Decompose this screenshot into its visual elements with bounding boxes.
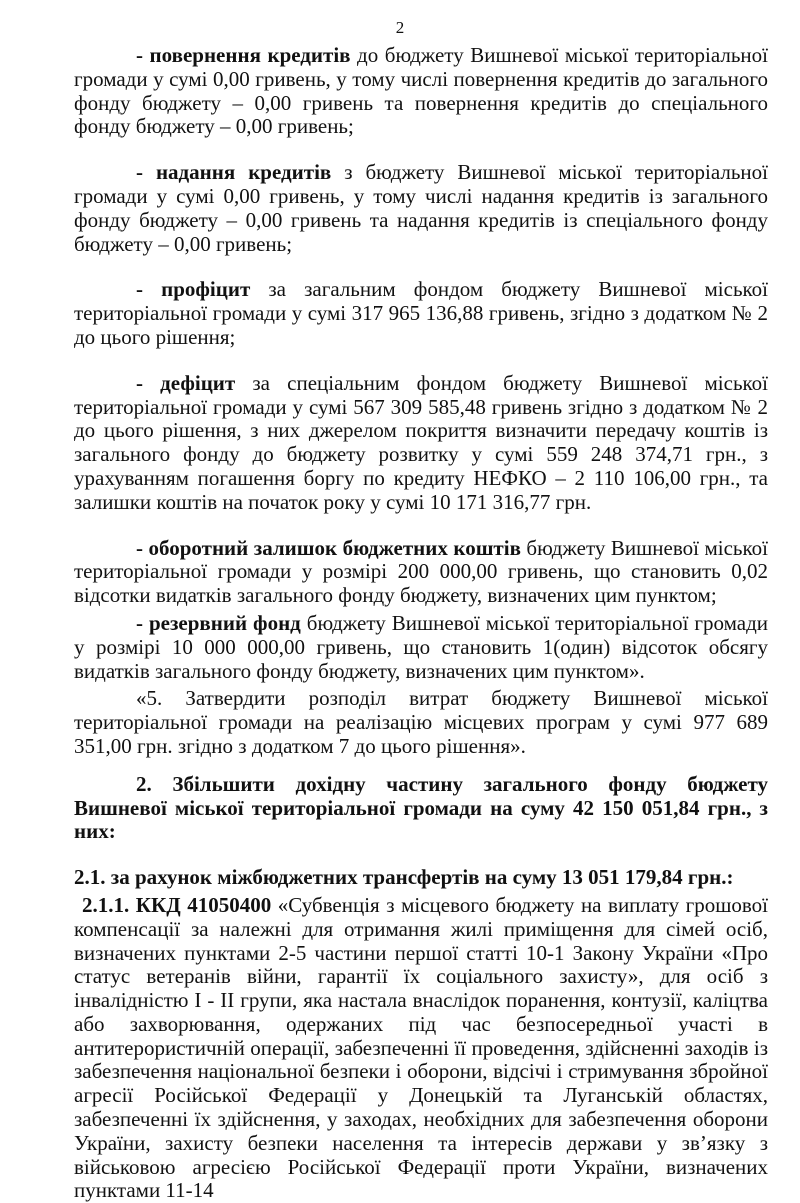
paragraph-working-balance bbox=[74, 537, 768, 608]
paragraph-loan-provision bbox=[74, 161, 768, 256]
paragraph-text: за загальним фондом бюджету Вишневої міської територіальної громади у сумі 317 965 136,88 гривень, згідно з додатком № 2 до цього рішення; bbox=[74, 277, 768, 349]
paragraph-item-2: 2. Збільшити дохідну частину загального фонду бюджету Вишневої міської територіальної громади на суму 42 150 051,84 грн., з них: bbox=[74, 771, 768, 844]
keyword: 2.1.1. ККД 41050400 bbox=[82, 892, 272, 917]
paragraph-item-5: «5. Затвердити розподіл витрат бюджету Вишневої міської територіальної громади на реалізацію місцевих програм у сумі 977 689 351,00 грн. згідно з додатком 7 до цього рішення». bbox=[74, 686, 768, 758]
keyword: - надання кредитів bbox=[136, 160, 332, 185]
paragraph-surplus bbox=[74, 278, 768, 349]
paragraph-text: «Субвенція з місцевого бюджету на виплату грошової компенсації за належні для отримання жилі приміщення для сімей осіб, визначених пунктами 2-5 частини першої статті 10-1 Закону України «Про статус ветеранів війни, гарантії їх соціального захисту», для осіб з інвалідністю I - II групи, яка настала внаслідок поранення, контузії, каліцтва або захворювання, одержаних під час безпосередньої участі в антитерористичній операції, забезпеченні її проведення, здійсненні заходів із забезпечення національної безпеки і оборони, відсічі і стримування збройної агресії Російської Федерації у Донецькій та Луганській областях, забезпеченні їх здійснення, у заходах, необхідних для забезпечення оборони України, захисту безпеки населення та інтересів держави у зв’язку з військовою агресією Російської Федерації проти України, визначених пунктами 11-14 bbox=[74, 892, 768, 1203]
paragraph-text: з бюджету Вишневої міської територіальної громади у сумі 0,00 гривень, у тому числі надання кредитів із загального фонду бюджету – 0,00 гривень та надання кредитів із спеціального фонду бюджету – 0,00 гривень; bbox=[74, 160, 769, 256]
section-2-1-1 bbox=[74, 894, 768, 1203]
paragraph-text: до бюджету Вишневої міської територіальної громади у сумі 0,00 гривень, у тому числі повернення кредитів до загального фонду бюджету – 0,00 гривень та повернення кредитів до спеціального фонду бюджету – 0,00 гривень; bbox=[74, 43, 768, 139]
paragraph-text: бюджету Вишневої міської територіальної громади у розмірі 200 000,00 гривень, що становить 0,02 відсотки видатків загального фонду бюджету, визначених цим пунктом; bbox=[74, 535, 768, 608]
keyword: - резервний фонд bbox=[136, 610, 301, 635]
paragraph-deficit bbox=[74, 372, 768, 515]
keyword: - оборотний залишок бюджетних коштів bbox=[136, 535, 521, 560]
page-number: 2 bbox=[395, 18, 405, 37]
keyword: - дефіцит bbox=[136, 370, 236, 395]
paragraph-text: за спеціальним фондом бюджету Вишневої міської територіальної громади у сумі 567 309 585,48 гривень згідно з додатком № 2 до цього рішення, з них джерелом покриття визначити передачу коштів із загального фонду до бюджету розвитку у сумі 559 248 374,71 грн., з урахуванням погашення боргу по кредиту НЕФКО – 2 110 106,00 грн., та залишки коштів на початок року у сумі 10 171 316,77 грн. bbox=[74, 370, 768, 514]
paragraph-text: бюджету Вишневої міської територіальної громади у розмірі 10 000 000,00 гривень, що становить 1(один) відсоток обсягу видатків загального фонду бюджету, визначених цим пунктом». bbox=[74, 610, 768, 683]
keyword: - повернення кредитів bbox=[136, 43, 351, 67]
section-2-1: 2.1. за рахунок міжбюджетних трансфертів на суму 13 051 179,84 грн.: bbox=[74, 865, 734, 890]
document-body bbox=[74, 44, 768, 1203]
paragraph-loan-repayment bbox=[74, 44, 768, 139]
paragraph-reserve-fund bbox=[74, 612, 768, 683]
keyword: - профіцит bbox=[136, 277, 251, 302]
